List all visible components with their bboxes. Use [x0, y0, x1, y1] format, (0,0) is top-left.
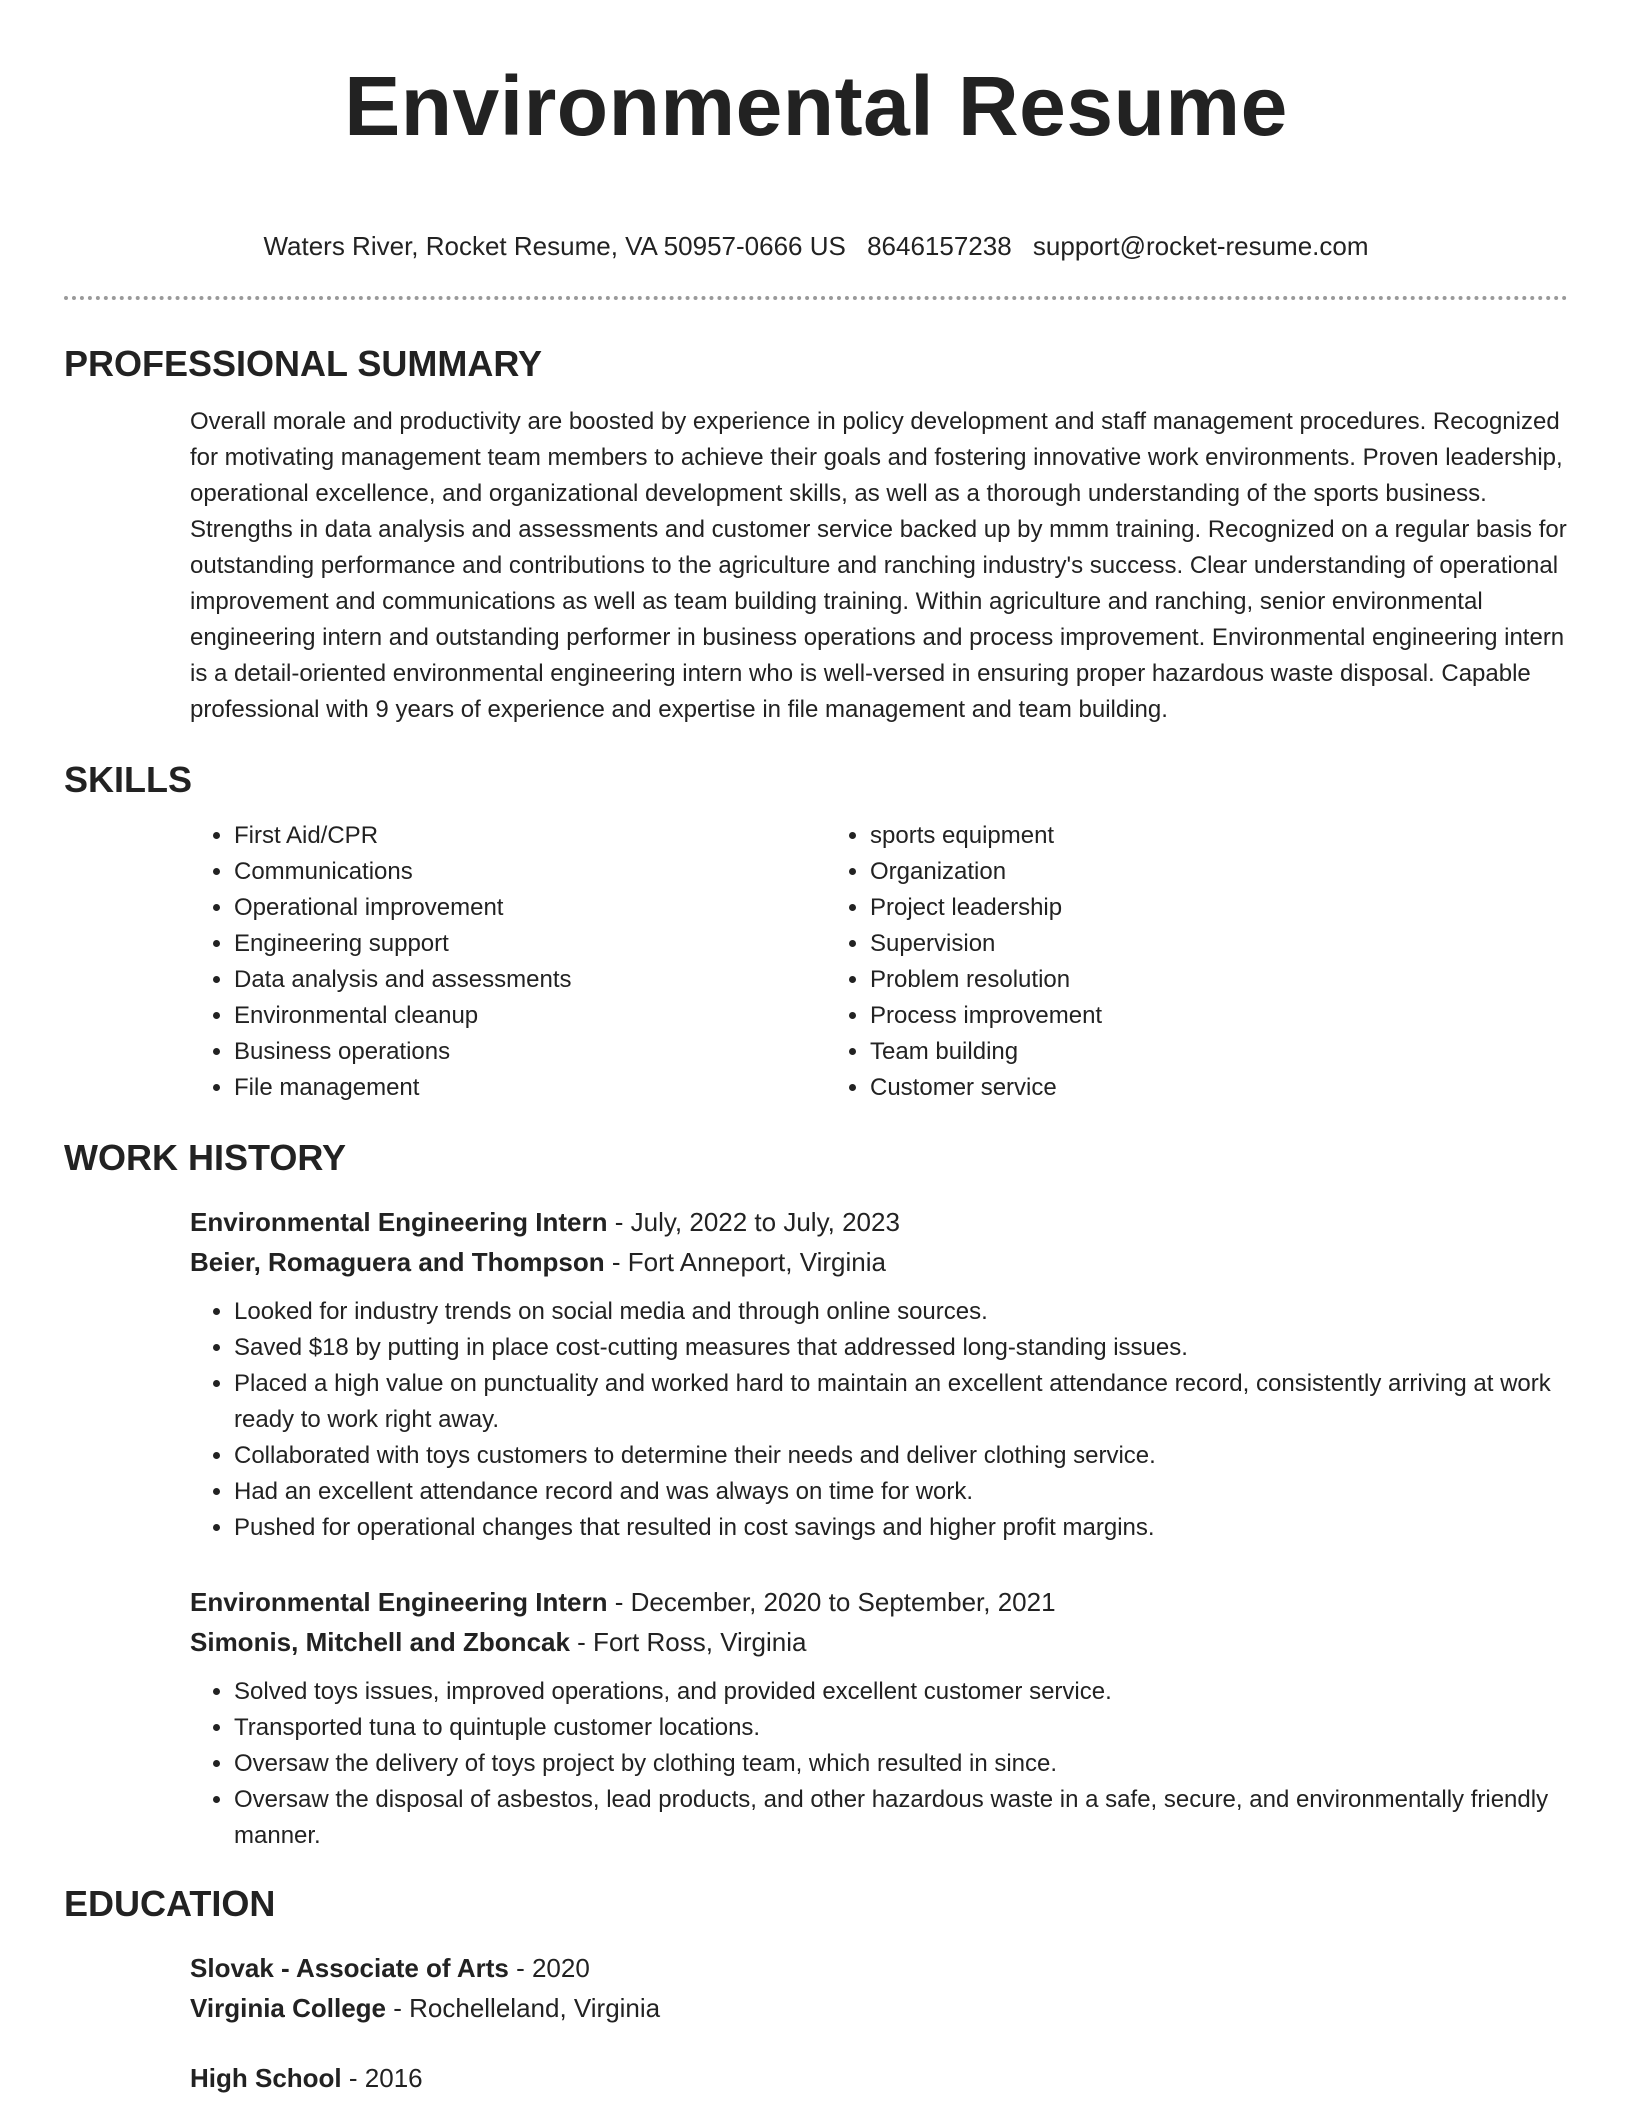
- job-location: - Fort Anneport, Virginia: [604, 1247, 886, 1277]
- job-dates: - July, 2022 to July, 2023: [607, 1207, 900, 1237]
- job-bullet-list: [190, 1674, 1568, 1854]
- job-bullet: • Collaborated with toys customers to determine their needs and deliver clothing service.: [234, 1438, 1568, 1474]
- education-heading: EDUCATION: [64, 1883, 276, 1924]
- education-school-line: [190, 1988, 1568, 2028]
- job-entry: [190, 1582, 1568, 1854]
- education-year: - 2020: [508, 1953, 590, 1983]
- skill-item: • sports equipment: [870, 818, 1462, 854]
- job-bullet: • Solved toys issues, improved operations, and provided excellent customer service.: [234, 1674, 1568, 1710]
- contact-line: [64, 230, 1568, 262]
- job-entry: [190, 1202, 1568, 1546]
- job-bullet: • Looked for industry trends on social media and through online sources.: [234, 1294, 1568, 1330]
- skill-item: • Business operations: [234, 1034, 826, 1070]
- skill-item: • Project leadership: [870, 890, 1462, 926]
- resume-page: [64, 0, 1568, 2098]
- skills-heading: SKILLS: [64, 759, 193, 800]
- job-bullet: • Placed a high value on punctuality and worked hard to maintain an excellent attendance record, consistently arriving at work ready to work right away.: [234, 1366, 1568, 1438]
- job-dates: - December, 2020 to September, 2021: [607, 1587, 1056, 1617]
- summary-heading: PROFESSIONAL SUMMARY: [64, 343, 543, 384]
- job-bullet: • Had an excellent attendance record and was always on time for work.: [234, 1474, 1568, 1510]
- header-divider: [64, 296, 1568, 300]
- skill-item: • Supervision: [870, 926, 1462, 962]
- resume-title: Environmental Resume: [344, 59, 1288, 153]
- job-title-line: [190, 1582, 1568, 1622]
- work-history-section: [190, 1202, 1568, 1854]
- education-entry: [190, 2058, 1568, 2098]
- skill-item: • First Aid/CPR: [234, 818, 826, 854]
- education-year: - 2016: [341, 2063, 423, 2093]
- skill-item: • Customer service: [870, 1070, 1462, 1106]
- job-bullet-list: [190, 1294, 1568, 1546]
- contact-email: support@rocket-resume.com: [1032, 231, 1369, 261]
- job-title: Environmental Engineering Intern: [190, 1587, 608, 1617]
- education-section: [190, 1948, 1568, 2098]
- skills-list-right: [826, 818, 1462, 1106]
- summary-text: Overall morale and productivity are boosted by experience in policy development and staff management procedures. Recognized for motivating management team members to achieve their goals and fostering innovative work environments. Proven leadership, operational excellence, and organizational development skills, as well as a thorough understanding of the sports business. Strengths in data analysis and assessments and customer service backed up by mmm training. Recognized on a regular basis for outstanding performance and contributions to the agriculture and ranching industry's success. Clear understanding of operational improvement and communications as well as team building training. Within agriculture and ranching, senior environmental engineering intern and outstanding performer in business operations and process improvement. Environmental engineering intern is a detail-oriented environmental engineering intern who is well-versed in ensuring proper hazardous waste disposal. Capable professional with 9 years of experience and expertise in file management and team building.: [190, 408, 1567, 723]
- skill-item: • Data analysis and assessments: [234, 962, 826, 998]
- education-location: - Rochelleland, Virginia: [386, 1993, 661, 2023]
- education-degree: Slovak - Associate of Arts: [190, 1953, 509, 1983]
- skill-item: • Operational improvement: [234, 890, 826, 926]
- education-degree: High School: [190, 2063, 342, 2093]
- job-title-line: [190, 1202, 1568, 1242]
- job-location: - Fort Ross, Virginia: [569, 1627, 807, 1657]
- contact-address: Waters River, Rocket Resume, VA 50957-0666 US: [263, 231, 846, 261]
- job-company: Beier, Romaguera and Thompson: [190, 1247, 605, 1277]
- job-bullet: • Pushed for operational changes that resulted in cost savings and higher profit margins.: [234, 1510, 1568, 1546]
- education-school: Virginia College: [190, 1993, 387, 2023]
- contact-phone: 8646157238: [867, 231, 1012, 261]
- skill-item: • Problem resolution: [870, 962, 1462, 998]
- skill-item: • Engineering support: [234, 926, 826, 962]
- skill-item: • Environmental cleanup: [234, 998, 826, 1034]
- job-company-line: [190, 1242, 1568, 1282]
- job-bullet: • Transported tuna to quintuple customer locations.: [234, 1710, 1568, 1746]
- work-history-heading: WORK HISTORY: [64, 1137, 347, 1178]
- skill-item: • Communications: [234, 854, 826, 890]
- education-degree-line: [190, 2058, 1568, 2098]
- summary-section: [190, 404, 1568, 728]
- skill-item: • File management: [234, 1070, 826, 1106]
- skills-section: [190, 818, 1568, 1106]
- education-entry: [190, 1948, 1568, 2028]
- job-bullet: • Saved $18 by putting in place cost-cutting measures that addressed long-standing issues.: [234, 1330, 1568, 1366]
- job-bullet: • Oversaw the delivery of toys project by clothing team, which resulted in since.: [234, 1746, 1568, 1782]
- skill-item: • Process improvement: [870, 998, 1462, 1034]
- job-title: Environmental Engineering Intern: [190, 1207, 608, 1237]
- skills-list-left: [190, 818, 826, 1106]
- skill-item: • Team building: [870, 1034, 1462, 1070]
- job-company-line: [190, 1622, 1568, 1662]
- skill-item: • Organization: [870, 854, 1462, 890]
- education-degree-line: [190, 1948, 1568, 1988]
- job-company: Simonis, Mitchell and Zboncak: [190, 1627, 570, 1657]
- job-bullet: • Oversaw the disposal of asbestos, lead products, and other hazardous waste in a safe, secure, and environmentally friendly manner.: [234, 1782, 1568, 1854]
